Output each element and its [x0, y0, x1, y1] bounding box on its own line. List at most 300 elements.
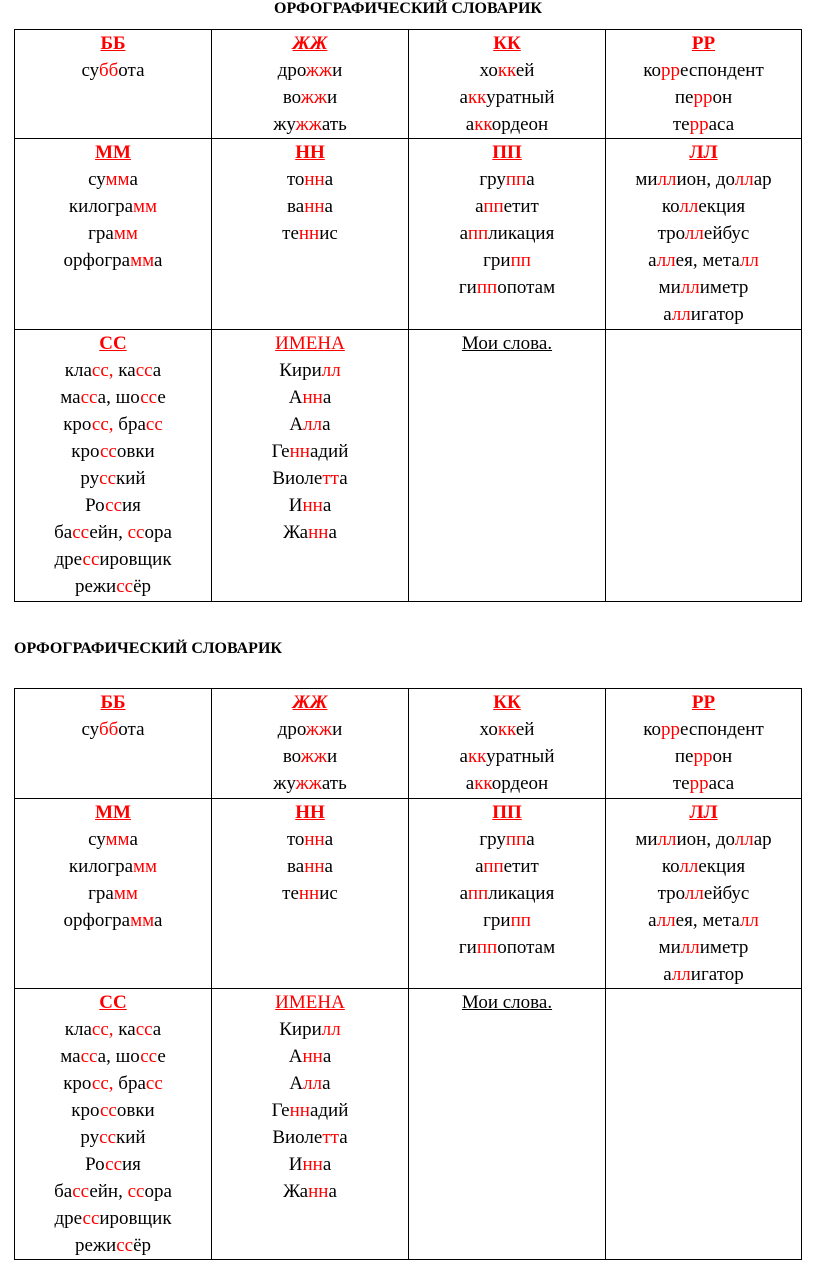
letter-cell — [409, 799, 606, 989]
letter-cell — [15, 689, 212, 799]
dictionary-word — [606, 907, 801, 934]
dictionary-word — [606, 247, 801, 274]
word-part: Жа — [283, 1181, 309, 1202]
word-part: а — [648, 250, 657, 271]
dictionary-word — [15, 1097, 211, 1124]
dictionary-word — [15, 247, 211, 274]
letter-cell — [606, 799, 802, 989]
word-part: ать — [321, 773, 347, 794]
double-letter: сс, — [91, 360, 114, 381]
word-part: кро — [63, 1073, 92, 1094]
word-part: ейбус — [703, 223, 750, 244]
word-part: дро — [277, 719, 306, 740]
dictionary-word — [212, 166, 408, 193]
double-letter: лл — [657, 169, 677, 190]
empty-cell — [606, 989, 802, 1260]
word-part: а — [663, 304, 672, 325]
letter-cell — [212, 799, 409, 989]
dictionary-word — [606, 961, 801, 988]
word-part: орфогра — [63, 250, 131, 271]
word-part: а — [152, 1019, 162, 1040]
word-part: ировщик — [99, 549, 172, 570]
dictionary-word — [606, 193, 801, 220]
table-row — [15, 989, 802, 1260]
word-part: Виоле — [272, 468, 323, 489]
word-part: ордеон — [491, 114, 549, 135]
word-part: и — [332, 719, 343, 740]
word-part: ба — [54, 1181, 73, 1202]
double-letter: кк — [467, 746, 487, 767]
word-part: адий — [309, 1100, 349, 1121]
table-row — [15, 799, 802, 989]
word-part: а — [328, 522, 337, 543]
word-part: а — [322, 495, 332, 516]
dictionary-word — [606, 743, 801, 770]
dictionary-word — [409, 853, 605, 880]
letter-cell — [15, 799, 212, 989]
dictionary-word — [212, 743, 408, 770]
word-part: гра — [88, 883, 114, 904]
letter-cell — [409, 689, 606, 799]
word-part: ру — [80, 1127, 100, 1148]
double-letter: лл — [684, 883, 704, 904]
word-part: ис — [319, 223, 338, 244]
word-part: Кири — [279, 1019, 322, 1040]
double-letter: пп — [505, 169, 527, 190]
cell-header: СС — [99, 992, 127, 1013]
word-part: а — [322, 1073, 331, 1094]
word-part: дре — [54, 549, 83, 570]
word-part: а — [459, 223, 468, 244]
table-row — [15, 139, 802, 330]
dictionary-word — [606, 111, 801, 138]
double-letter: лл — [671, 964, 691, 985]
word-part: ёр — [133, 1235, 152, 1256]
word-part: ея, мета — [675, 910, 740, 931]
dictionary-word — [15, 465, 211, 492]
cell-header: НН — [295, 142, 325, 163]
word-part: овки — [116, 1100, 155, 1121]
word-part: тро — [657, 883, 685, 904]
word-part: екция — [698, 196, 746, 217]
cell-header: СС — [99, 333, 127, 354]
dictionary-word — [15, 1070, 211, 1097]
double-letter: жж — [300, 746, 327, 767]
word-part: су — [88, 829, 106, 850]
word-part: а — [526, 829, 535, 850]
dictionary-word — [15, 193, 211, 220]
double-letter: мм — [130, 910, 155, 931]
double-letter: лл — [321, 1019, 341, 1040]
double-letter: лл — [657, 829, 677, 850]
word-part: ми — [658, 937, 681, 958]
word-part: еспондент — [680, 719, 764, 740]
dictionary-word — [212, 770, 408, 797]
cell-header: ББ — [100, 692, 126, 713]
word-part: а, шо — [97, 387, 141, 408]
double-letter: сс — [105, 495, 123, 516]
double-letter: бб — [98, 719, 119, 740]
double-letter: нн — [304, 856, 325, 877]
word-part: кий — [116, 468, 146, 489]
word-part: он — [712, 746, 733, 767]
dictionary-word — [212, 84, 408, 111]
double-letter: жж — [305, 719, 333, 740]
dictionary-word — [409, 193, 605, 220]
word-part: а — [526, 169, 535, 190]
dictionary-word — [606, 880, 801, 907]
dictionary-word — [212, 1070, 408, 1097]
table-row — [15, 30, 802, 139]
dictionary-word — [212, 716, 408, 743]
double-letter: лл — [656, 250, 676, 271]
word-part: А — [288, 387, 303, 408]
word-part: те — [672, 773, 690, 794]
table-row — [15, 330, 802, 602]
word-part: жу — [273, 773, 296, 794]
cell-header: ММ — [95, 802, 131, 823]
dictionary-word — [212, 357, 408, 384]
letter-cell — [15, 30, 212, 139]
word-part: иметр — [699, 277, 749, 298]
double-letter: лл — [734, 829, 754, 850]
double-letter: пп — [510, 910, 531, 931]
dictionary-table — [14, 29, 802, 602]
word-part: А — [289, 1073, 304, 1094]
my-words-cell — [409, 989, 606, 1260]
word-part: кро — [71, 1100, 100, 1121]
double-letter: лл — [656, 910, 676, 931]
word-part: иметр — [699, 937, 749, 958]
word-part: а — [324, 856, 333, 877]
double-letter: сс — [99, 1127, 117, 1148]
dictionary-word — [15, 573, 211, 600]
word-part: Ро — [85, 1154, 106, 1175]
dictionary-word — [212, 465, 408, 492]
word-part: хо — [479, 60, 498, 81]
dictionary-word — [212, 1097, 408, 1124]
dictionary-word — [212, 1016, 408, 1043]
page-title: ОРФОГРАФИЧЕСКИЙ СЛОВАРИК — [274, 0, 542, 17]
names-cell — [212, 989, 409, 1260]
word-part: ма — [60, 1046, 81, 1067]
dictionary-word — [212, 220, 408, 247]
word-part: а — [475, 856, 484, 877]
word-part: хо — [479, 719, 498, 740]
word-part: су — [81, 60, 99, 81]
cell-header: КК — [493, 692, 521, 713]
word-part: е — [157, 1046, 166, 1067]
double-letter: рр — [693, 746, 713, 767]
double-letter: пп — [476, 937, 498, 958]
word-part: то — [286, 169, 305, 190]
double-letter: кк — [474, 773, 492, 794]
dictionary-word — [15, 826, 211, 853]
double-letter: пп — [483, 196, 504, 217]
dictionary-word — [212, 193, 408, 220]
word-part: а — [154, 250, 163, 271]
dictionary-word — [212, 1178, 408, 1205]
word-part: он — [712, 87, 733, 108]
double-letter: лл — [680, 937, 700, 958]
word-part: а — [459, 87, 468, 108]
word-part: и — [332, 60, 343, 81]
empty-cell — [606, 330, 802, 602]
dictionary-word — [15, 1151, 211, 1178]
word-part: овки — [116, 441, 155, 462]
dictionary-word — [409, 84, 605, 111]
word-part: ма — [60, 387, 81, 408]
word-part: во — [282, 746, 301, 767]
double-letter: сс — [145, 414, 163, 435]
dictionary-word — [212, 492, 408, 519]
table-row — [15, 689, 802, 799]
word-part: а — [129, 829, 138, 850]
word-part: а — [663, 964, 672, 985]
double-letter: нн — [289, 441, 310, 462]
letter-cell — [606, 689, 802, 799]
double-letter: сс, — [91, 1019, 114, 1040]
word-part: ион, до — [676, 169, 735, 190]
word-part: гра — [88, 223, 114, 244]
dictionary-word — [606, 716, 801, 743]
double-letter: сс — [140, 387, 158, 408]
double-letter: сс — [116, 1235, 134, 1256]
word-part: ва — [287, 196, 305, 217]
double-letter: нн — [298, 223, 320, 244]
dictionary-word — [212, 384, 408, 411]
word-part: ейн, — [89, 522, 128, 543]
word-part: ейбус — [703, 883, 750, 904]
double-letter: пп — [505, 829, 527, 850]
word-part: а — [459, 883, 468, 904]
word-part: ликация — [488, 883, 555, 904]
cell-header: Мои слова. — [461, 992, 553, 1013]
word-part: кро — [63, 414, 92, 435]
word-part: а — [475, 196, 484, 217]
word-part: а — [322, 387, 332, 408]
double-letter: сс — [72, 522, 90, 543]
word-part: ора — [144, 522, 172, 543]
word-part: игатор — [690, 964, 744, 985]
word-part: а — [129, 169, 138, 190]
word-part: а — [339, 468, 348, 489]
word-part: кла — [64, 360, 92, 381]
double-letter: пп — [476, 277, 498, 298]
double-letter: кк — [467, 87, 487, 108]
dictionary-word — [409, 880, 605, 907]
word-part: а — [322, 414, 331, 435]
word-part: е — [157, 387, 166, 408]
double-letter: лл — [303, 1073, 323, 1094]
letter-cell — [15, 989, 212, 1260]
dictionary-word — [212, 880, 408, 907]
my-words-cell — [409, 330, 606, 602]
dictionary-word — [606, 84, 801, 111]
double-letter: рр — [689, 114, 709, 135]
word-part: ба — [54, 522, 73, 543]
dictionary-word — [212, 111, 408, 138]
double-letter: сс — [140, 1046, 158, 1067]
dictionary-word — [15, 853, 211, 880]
word-part: гри — [483, 250, 511, 271]
word-part: етит — [503, 856, 539, 877]
word-part: ко — [643, 719, 662, 740]
dictionary-word — [212, 1124, 408, 1151]
double-letter: рр — [689, 773, 709, 794]
double-letter: нн — [308, 1181, 329, 1202]
double-letter: мм — [113, 883, 138, 904]
word-part: ка — [113, 1019, 136, 1040]
word-part: а — [648, 910, 657, 931]
word-part: а — [324, 196, 333, 217]
word-part: килогра — [68, 196, 134, 217]
double-letter: нн — [298, 883, 320, 904]
word-part: ми — [635, 169, 658, 190]
letter-cell — [212, 139, 409, 330]
double-letter: сс, — [91, 1073, 114, 1094]
word-part: ей — [515, 60, 535, 81]
cell-header: ЛЛ — [689, 802, 718, 823]
dictionary-word — [15, 1232, 211, 1259]
double-letter: сс — [145, 1073, 163, 1094]
word-part: ота — [118, 60, 145, 81]
double-letter: пп — [483, 856, 504, 877]
dictionary-word — [15, 1124, 211, 1151]
word-part: ис — [319, 883, 338, 904]
word-part: Кири — [279, 360, 322, 381]
dictionary-word — [212, 411, 408, 438]
word-part: опотам — [497, 937, 556, 958]
word-part: опотам — [497, 277, 556, 298]
double-letter: рр — [661, 719, 681, 740]
dictionary-word — [409, 274, 605, 301]
word-part: тро — [657, 223, 685, 244]
dictionary-word — [409, 743, 605, 770]
dictionary-word — [212, 519, 408, 546]
dictionary-word — [212, 438, 408, 465]
word-part: ко — [661, 196, 680, 217]
double-letter: нн — [302, 387, 323, 408]
letter-cell — [409, 139, 606, 330]
dictionary-word — [409, 166, 605, 193]
word-part: ейн, — [89, 1181, 128, 1202]
word-part: ордеон — [491, 773, 549, 794]
double-letter: сс — [105, 1154, 123, 1175]
cell-header: ИМЕНА — [275, 333, 345, 354]
word-part: игатор — [690, 304, 744, 325]
word-part: бра — [113, 1073, 146, 1094]
names-cell — [212, 330, 409, 602]
word-part: су — [88, 169, 106, 190]
double-letter: сс, — [91, 414, 114, 435]
word-part: ми — [658, 277, 681, 298]
dictionary-word — [409, 111, 605, 138]
word-part: то — [286, 829, 305, 850]
double-letter: нн — [302, 1046, 323, 1067]
double-letter: кк — [497, 719, 516, 740]
dictionary-word — [15, 1205, 211, 1232]
dictionary-word — [606, 166, 801, 193]
dictionary-word — [212, 57, 408, 84]
letter-cell — [15, 330, 212, 602]
word-part: ать — [321, 114, 347, 135]
letter-cell — [212, 689, 409, 799]
cell-header: НН — [295, 802, 325, 823]
word-part: Виоле — [272, 1127, 323, 1148]
double-letter: сс — [99, 441, 117, 462]
dictionary-word — [212, 826, 408, 853]
cell-header: Мои слова. — [461, 333, 553, 354]
dictionary-word — [606, 826, 801, 853]
word-part: А — [289, 414, 304, 435]
cell-header: КК — [493, 33, 521, 54]
dictionary-word — [15, 907, 211, 934]
cell-header: ЖЖ — [292, 33, 328, 54]
double-letter: лл — [321, 360, 341, 381]
double-letter: лл — [671, 304, 691, 325]
dictionary-word — [15, 438, 211, 465]
double-letter: жж — [305, 60, 333, 81]
word-part: уратный — [486, 87, 555, 108]
dictionary-table — [14, 688, 802, 1260]
word-part: бра — [113, 414, 146, 435]
double-letter: жж — [295, 114, 322, 135]
word-part: ги — [458, 277, 477, 298]
word-part: а — [152, 360, 162, 381]
cell-header: РР — [691, 33, 716, 54]
double-letter: нн — [308, 522, 329, 543]
cell-header: ББ — [100, 33, 126, 54]
cell-header: ИМЕНА — [275, 992, 345, 1013]
dictionary-word — [606, 770, 801, 797]
word-part: аса — [708, 114, 735, 135]
word-part: а, шо — [97, 1046, 141, 1067]
double-letter: сс — [127, 522, 145, 543]
word-part: адий — [309, 441, 349, 462]
cell-header: ММ — [95, 142, 131, 163]
double-letter: пп — [510, 250, 531, 271]
dictionary-word — [409, 247, 605, 274]
double-letter: тт — [322, 468, 340, 489]
dictionary-word — [15, 546, 211, 573]
double-letter: лл — [739, 910, 759, 931]
cell-header: РР — [691, 692, 716, 713]
double-letter: сс — [80, 387, 98, 408]
double-letter: лл — [739, 250, 759, 271]
double-letter: сс — [116, 576, 134, 597]
word-part: гру — [479, 829, 506, 850]
dictionary-word — [15, 519, 211, 546]
cell-header: ПП — [492, 802, 522, 823]
double-letter: сс — [80, 1046, 98, 1067]
dictionary-word — [212, 853, 408, 880]
dictionary-word — [15, 57, 211, 84]
word-part: ми — [635, 829, 658, 850]
cell-header: ПП — [492, 142, 522, 163]
word-part: гру — [479, 169, 506, 190]
word-part: пе — [674, 746, 694, 767]
double-letter: нн — [304, 169, 325, 190]
word-part: ия — [122, 495, 141, 516]
double-letter: мм — [130, 250, 155, 271]
word-part: Ге — [271, 1100, 290, 1121]
word-part: а — [328, 1181, 337, 1202]
letter-cell — [606, 30, 802, 139]
double-letter: тт — [322, 1127, 340, 1148]
dictionary-word — [409, 57, 605, 84]
dictionary-word — [15, 492, 211, 519]
